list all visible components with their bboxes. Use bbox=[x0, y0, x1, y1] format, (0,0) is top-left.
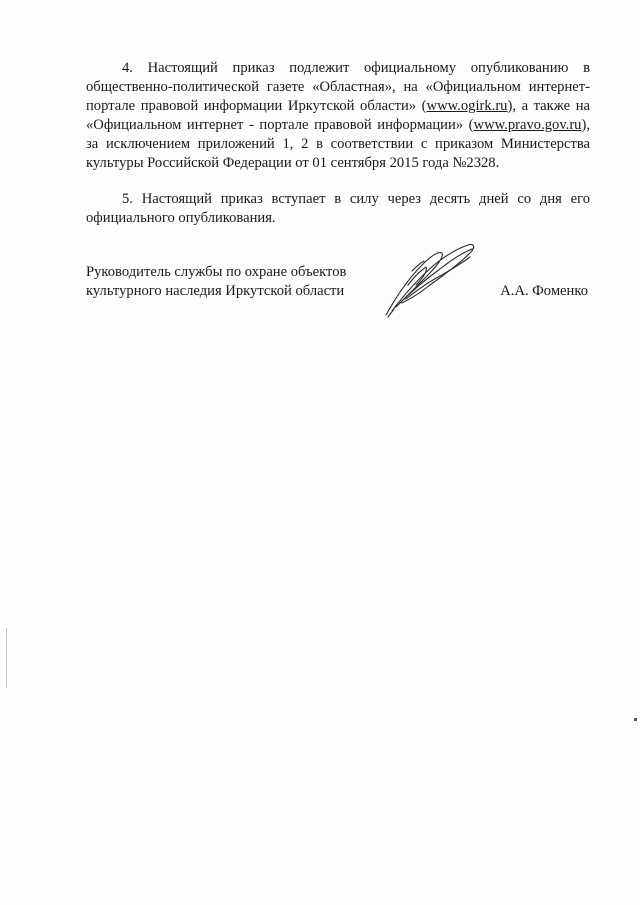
signatory-position bbox=[86, 263, 376, 301]
signatory-name: А.А. Фоменко bbox=[500, 283, 588, 299]
handwritten-signature bbox=[382, 241, 482, 319]
paragraph-5: 5. Настоящий приказ вступает в силу через десять дней со дня его официального опубликования. bbox=[86, 191, 590, 226]
paragraph-4-text-c: ), за исключением приложений 1, 2 в соответствии с приказом Министерства культуры Российской Федерации от 01 сентября 2015 года №2328. bbox=[86, 117, 590, 171]
signature-block bbox=[86, 263, 590, 323]
paragraph-4-text-a: 4. Настоящий приказ подлежит официальному опубликованию в общественно-политической газете «Областная», на «Официальном интернет-портале правовой информации Иркутской области» ( bbox=[86, 60, 590, 114]
scan-edge-mark bbox=[6, 628, 7, 688]
paragraph-4-text-b: ), а также на «Официальном интернет - портале правовой информации» ( bbox=[86, 98, 590, 133]
pravo-link[interactable]: www.pravo.gov.ru bbox=[473, 117, 582, 133]
paragraph-4 bbox=[86, 59, 590, 173]
signatory-position-line-1: Руководитель службы по охране объектов bbox=[86, 264, 347, 280]
scan-dot bbox=[634, 718, 637, 721]
ogirk-link[interactable]: www.ogirk.ru bbox=[426, 98, 508, 114]
signatory-position-line-2: культурного наследия Иркутской области bbox=[86, 283, 345, 299]
